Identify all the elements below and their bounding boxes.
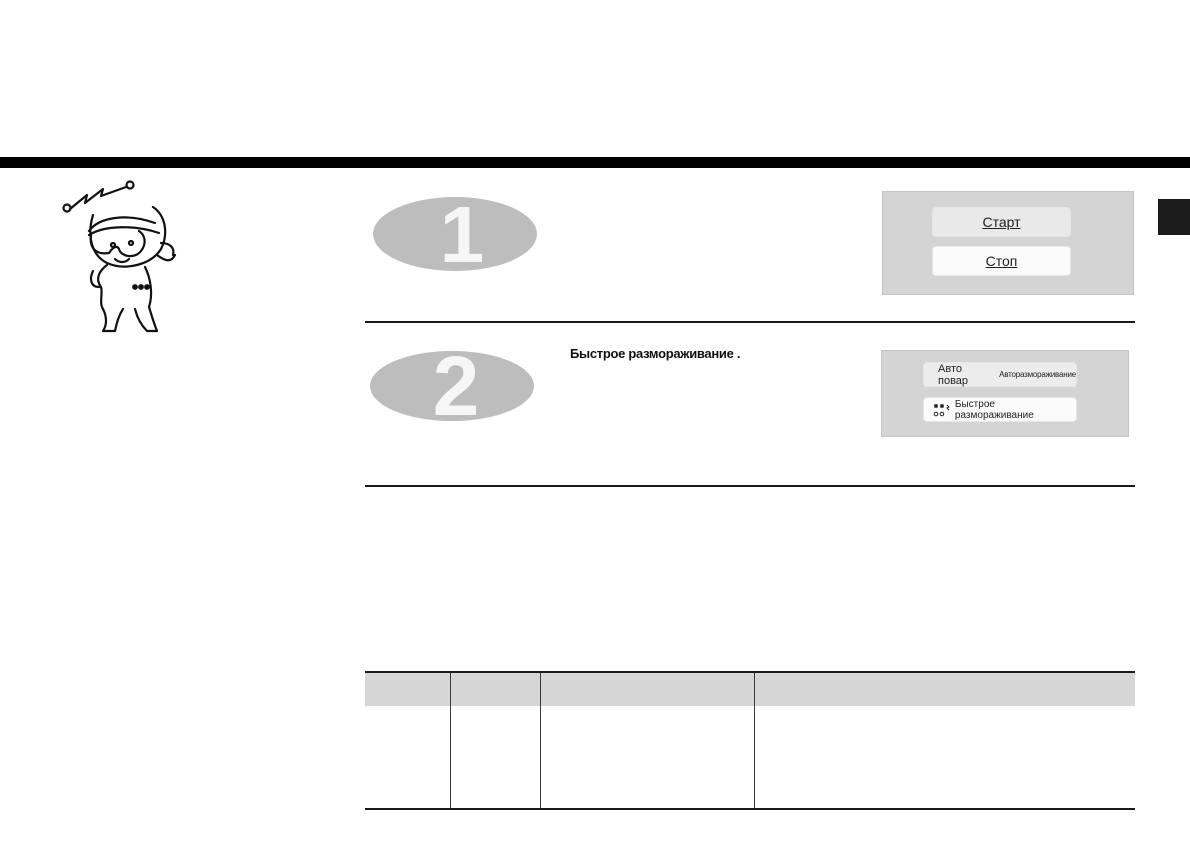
table-column-divider <box>540 673 541 808</box>
mascot-illustration <box>55 175 195 340</box>
quick-defrost-label: Быстрое размораживание <box>954 398 1034 421</box>
svg-text:2: 2 <box>432 345 480 429</box>
stop-button[interactable] <box>932 246 1071 276</box>
step-2-instruction: Быстрое размораживание . <box>570 346 741 361</box>
table-bottom-rule <box>365 808 1135 810</box>
table-column-divider <box>450 673 451 808</box>
section-divider <box>365 485 1135 487</box>
defrost-icon <box>933 403 951 417</box>
table-column-divider <box>754 673 755 808</box>
header-rule <box>0 157 1190 168</box>
svg-text:1: 1 <box>439 194 485 278</box>
start-button[interactable] <box>932 207 1071 237</box>
section-tab-marker <box>1158 199 1190 235</box>
start-button-label: Старт <box>982 214 1021 230</box>
auto-defrost-label: Авторазмораживание <box>999 370 1076 379</box>
control-panel-defrost <box>881 350 1129 437</box>
auto-cook-button[interactable] <box>923 362 1077 387</box>
step-1-badge <box>370 194 540 278</box>
quick-defrost-button[interactable] <box>923 397 1077 422</box>
step-2-badge <box>368 345 538 429</box>
stop-button-label: Стоп <box>985 253 1018 269</box>
control-panel-start-stop <box>882 191 1134 295</box>
step-divider <box>365 321 1135 323</box>
table-header-row <box>365 671 1135 706</box>
auto-cook-label: Авто повар <box>938 362 969 387</box>
defrost-table <box>365 671 1135 810</box>
